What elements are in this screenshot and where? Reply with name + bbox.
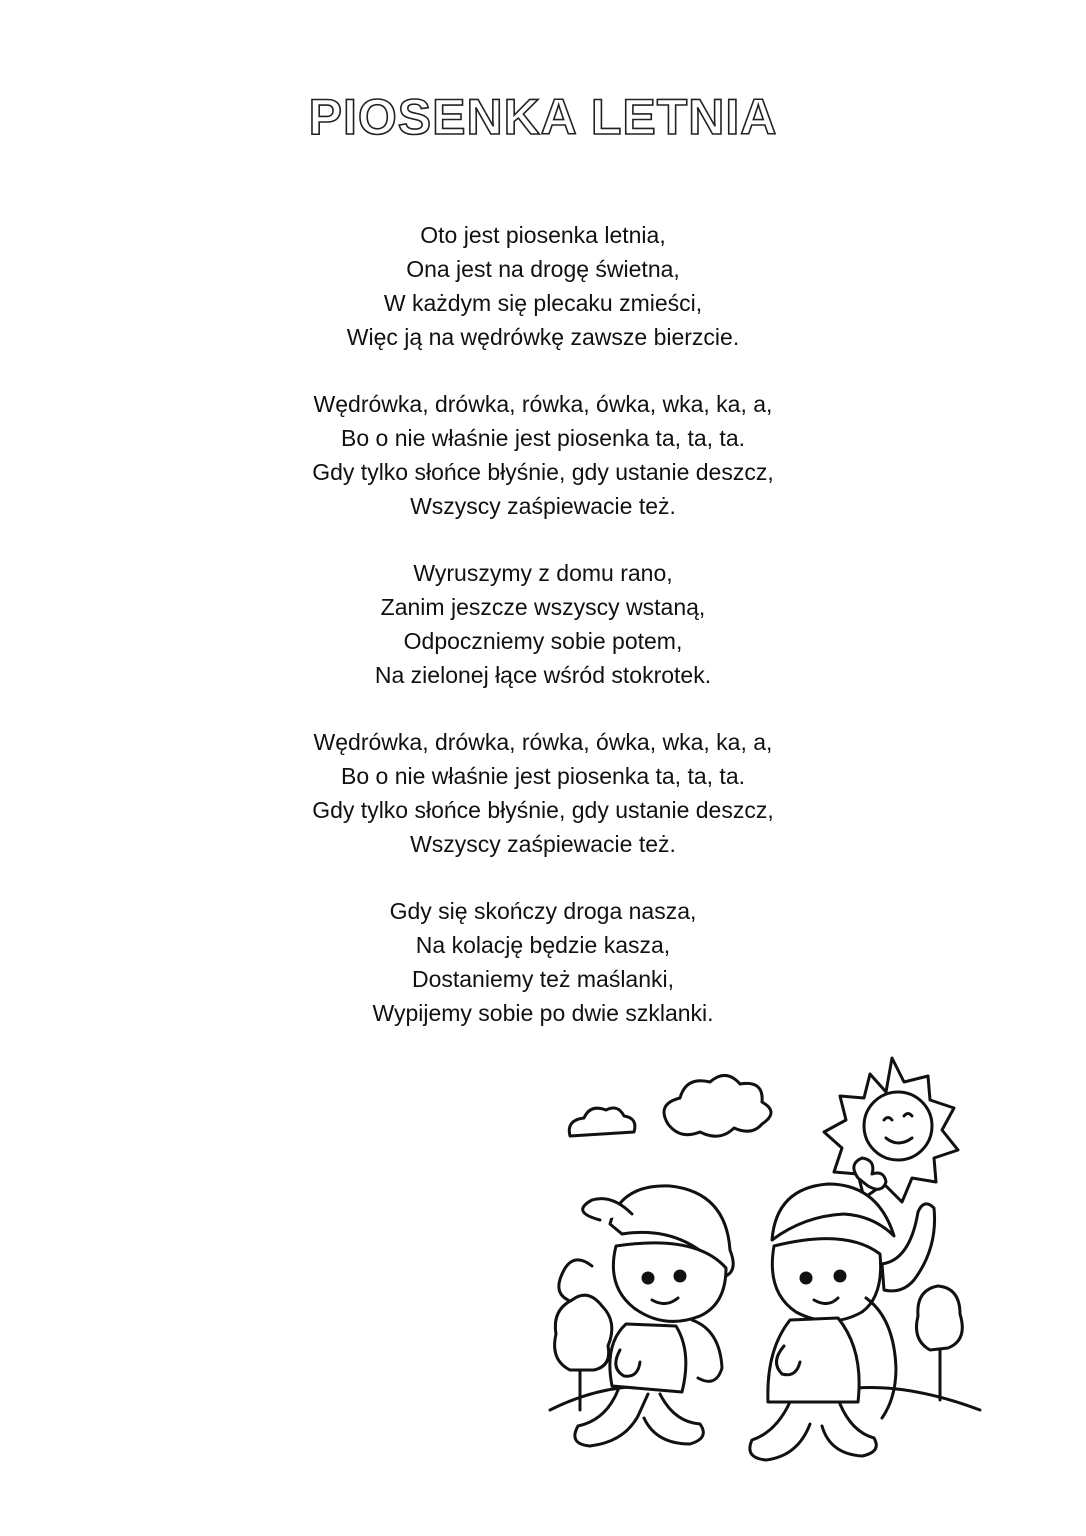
lyric-line: Oto jest piosenka letnia, [420,222,666,248]
lyric-line: Wszyscy zaśpiewacie też. [410,493,676,519]
stanza-2 [0,556,1086,692]
lyric-line: Wyruszymy z domu rano, [413,560,673,586]
sun-icon [824,1058,958,1202]
lyric-line: Na zielonej łące wśród stokrotek. [374,662,712,688]
page-title: PIOSENKA LETNIA [308,89,778,145]
stanza-chorus-1 [0,387,1086,523]
lyric-line: Wędrówka, drówka, rówka, ówka, wka, ka, a, [313,729,773,755]
lyric-line: Odpoczniemy sobie potem, [403,628,683,654]
stanza-1 [0,218,1086,354]
lyric-line: Wędrówka, drówka, rówka, ówka, wka, ka, a, [313,391,773,417]
children-hiking-icon [540,1050,990,1500]
lyric-line: W każdym się plecaku zmieści, [383,290,703,316]
girl-waving [750,1158,935,1460]
lyric-line: Więc ją na wędrówkę zawsze bierzcie. [346,324,740,350]
lyric-line: Wypijemy sobie po dwie szklanki. [372,1000,714,1026]
lyric-line: Gdy się skończy droga nasza, [389,898,697,924]
lyric-line: Dostaniemy też maślanki, [411,966,675,992]
lyric-line: Ona jest na drogę świetna, [406,256,680,282]
lyric-line: Gdy tylko słońce błyśnie, gdy ustanie deszcz, [312,797,774,823]
cloud-icon [569,1108,635,1136]
lyric-line: Zanim jeszcze wszyscy wstaną, [380,594,706,620]
lyric-line: Gdy tylko słońce błyśnie, gdy ustanie deszcz, [312,459,774,485]
stanza-chorus-2 [0,725,1086,861]
stanza-3 [0,894,1086,1030]
lyric-line: Wszyscy zaśpiewacie też. [410,831,676,857]
lyric-line: Bo o nie właśnie jest piosenka ta, ta, ta. [340,425,746,451]
lyric-line: Bo o nie właśnie jest piosenka ta, ta, ta. [340,763,746,789]
lyrics [0,218,1086,1063]
lyric-line: Na kolację będzie kasza, [415,932,671,958]
cloud-icon [664,1075,771,1136]
